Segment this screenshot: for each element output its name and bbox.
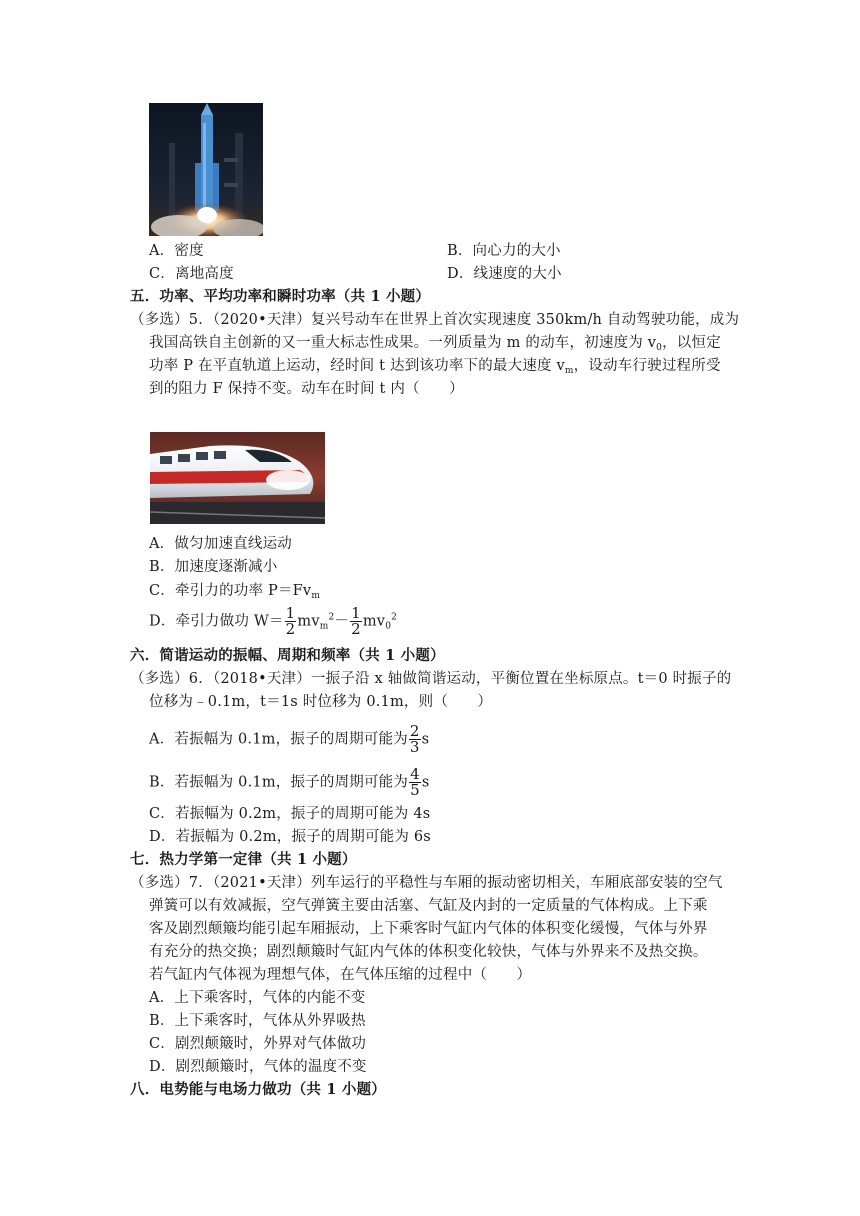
q6-option-d: D．若振幅为 0.2m，振子的周期可能为 6s bbox=[149, 829, 431, 845]
q7-stem-line: （多选）7．（2021•天津）列车运行的平稳性与车厢的振动密切相关，车厢底部安装的空气 bbox=[130, 875, 723, 891]
q5-option-a: A．做匀加速直线运动 bbox=[149, 536, 292, 552]
q6-option-a: A．若振幅为 0.1m，振子的周期可能为 $\frac{2}{3}$ s bbox=[149, 722, 430, 756]
q7-option-d: D．剧烈颠簸时，气体的温度不变 bbox=[149, 1059, 367, 1075]
q4-option-d: D．线速度的大小 bbox=[447, 266, 562, 282]
q7-option-b: B．上下乘客时，气体从外界吸热 bbox=[149, 1013, 366, 1029]
q4-option-a: A．密度 bbox=[149, 243, 204, 259]
q5-option-d: D．牵引力做功 W＝ $\frac{1}{2}$ $mv_m^2-$ $\frac{1}{2}$ $mv_0^2$ bbox=[149, 604, 398, 638]
q5-stem-line: 功率 P 在平直轨道上运动，经时间 t 达到该功率下的最大速度 $v_m$，设动车行驶过程所受 bbox=[149, 358, 721, 376]
q7-stem-line: 若气缸内气体视为理想气体，在气体压缩的过程中（ ） bbox=[149, 967, 532, 983]
fraction: $\frac{1}{2}$ bbox=[285, 604, 296, 638]
fraction: $\frac{4}{5}$ bbox=[410, 765, 420, 799]
q6-stem-line: 位移为﹣0.1m，t＝1s 时位移为 0.1m，则（ ） bbox=[149, 694, 493, 710]
q4-option-b: B．向心力的大小 bbox=[447, 243, 561, 259]
fraction: $\frac{1}{2}$ bbox=[351, 604, 361, 638]
section-6-heading: 六．简谐运动的振幅、周期和频率（共 1 小题） bbox=[130, 647, 445, 664]
q7-stem-line: 客及剧烈颠簸均能引起车厢振动，上下乘客时气缸内气体的体积变化缓慢，气体与外界 bbox=[149, 921, 708, 937]
q7-stem-line: 有充分的热交换；剧烈颠簸时气缸内气体的体积变化较快，气体与外界来不及热交换。 bbox=[149, 944, 708, 960]
q6-stem-line: （多选）6．（2018•天津）一振子沿 x 轴做简谐运动，平衡位置在坐标原点。t＝0 时振子的 bbox=[130, 671, 732, 687]
q5-option-b: B．加速度逐渐减小 bbox=[149, 559, 278, 575]
q5-stem-line: 到的阻力 F 保持不变。动车在时间 t 内（ ） bbox=[149, 381, 464, 397]
q7-stem-line: 弹簧可以有效减振，空气弹簧主要由活塞、气缸及内封的一定质量的气体构成。上下乘 bbox=[149, 898, 708, 914]
q5-stem-line: 我国高铁自主创新的又一重大标志性成果。一列质量为 m 的动车，初速度为 $v_0$，以恒定 bbox=[149, 335, 721, 353]
section-8-heading: 八．电势能与电场力做功（共 1 小题） bbox=[130, 1081, 386, 1098]
q6-option-b: B．若振幅为 0.1m，振子的周期可能为 $\frac{4}{5}$ s bbox=[149, 765, 430, 799]
q4-option-c: C．离地高度 bbox=[149, 266, 234, 282]
q5-stem-line: （多选）5．（2020•天津）复兴号动车在世界上首次实现速度 350km/h 自动驾驶功能，成为 bbox=[130, 312, 740, 328]
rocket-launch-image bbox=[149, 103, 263, 236]
q7-option-c: C．剧烈颠簸时，外界对气体做功 bbox=[149, 1036, 367, 1052]
q5-option-c: C．牵引力的功率 $P=Fv_m$ bbox=[149, 583, 321, 601]
q6-option-c: C．若振幅为 0.2m，振子的周期可能为 4s bbox=[149, 806, 431, 822]
q7-option-a: A．上下乘客时，气体的内能不变 bbox=[149, 990, 366, 1006]
fraction: $\frac{2}{3}$ bbox=[409, 722, 420, 756]
bullet-train-image bbox=[150, 432, 325, 524]
section-7-heading: 七．热力学第一定律（共 1 小题） bbox=[130, 851, 357, 868]
section-5-heading: 五．功率、平均功率和瞬时功率（共 1 小题） bbox=[130, 288, 431, 305]
